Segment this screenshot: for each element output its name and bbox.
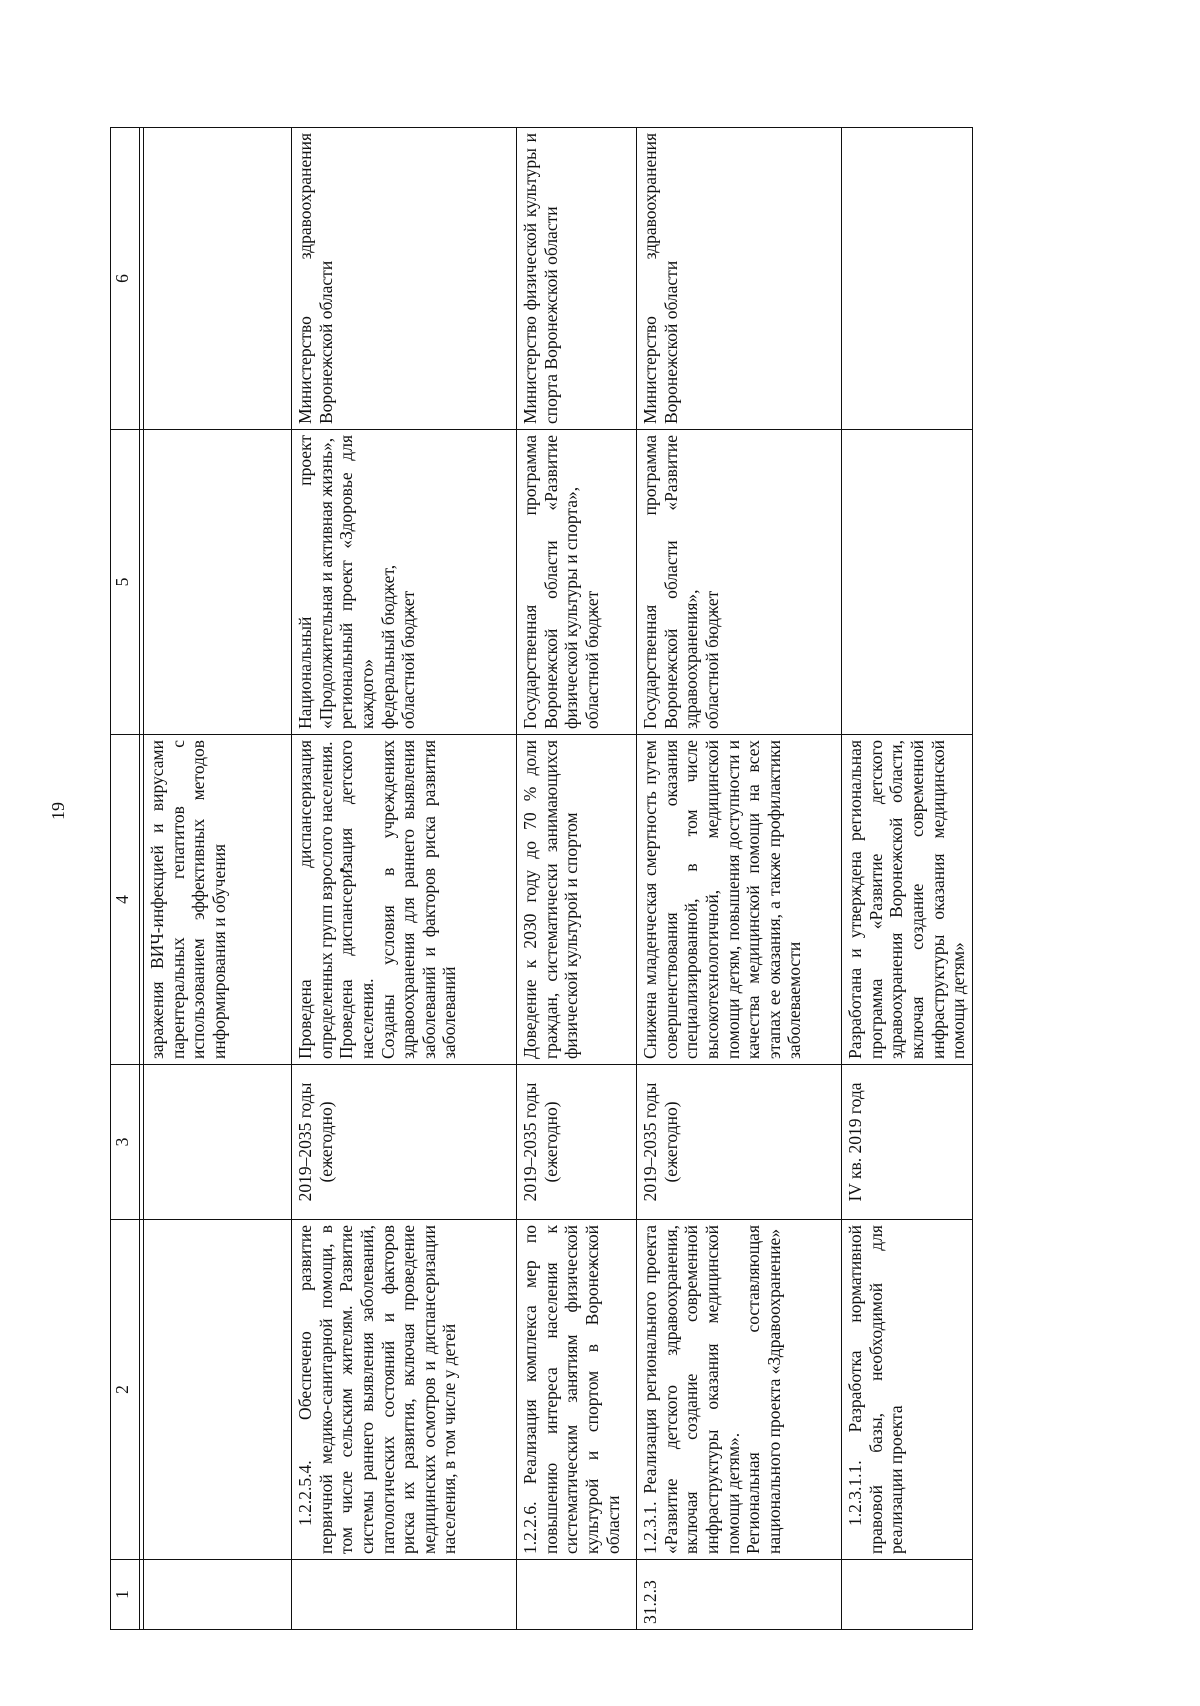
- cell-period: [144, 1065, 292, 1220]
- table-row: [842, 128, 973, 1630]
- cell-result: заражения ВИЧ-инфекцией и вирусами парентеральных гепатитов с использованием эффективных методов информирования и обучения: [144, 735, 292, 1065]
- cell-measure: 1.2.2.6. Реализация комплекса мер по повышению интереса населения к систематическим занятиям физической культурой и спортом в Воронежской области: [517, 1220, 637, 1560]
- cell-measure: 1.2.2.5.4. Обеспечено развитие первичной медико-санитарной помощи, в том числе сельским жителям. Развитие системы раннего выявления заболеваний, патологических состояний и факторов риска их развития, включая проведение медицинских осмотров и диспансеризации населения, в том числе у детей: [292, 1220, 517, 1560]
- cell-executor: Министерство здравоохранения Воронежской области: [637, 128, 842, 430]
- cell-period: 2019–2035 годы (ежегодно): [517, 1065, 637, 1220]
- cell-period: 2019–2035 годы (ежегодно): [292, 1065, 517, 1220]
- cell-executor: Министерство физической культуры и спорта Воронежской области: [517, 128, 637, 430]
- table-header: [111, 128, 140, 1630]
- cell-code: [144, 1560, 292, 1630]
- cell-code: 31.2.3: [637, 1560, 842, 1630]
- cell-period: 2019–2035 годы (ежегодно): [637, 1065, 842, 1220]
- cell-measure: 1.2.3.1.1. Разработка нормативной правовой базы, необходимой для реализации проекта: [842, 1220, 973, 1560]
- cell-executor: [144, 128, 292, 430]
- page-number: 19: [48, 802, 68, 820]
- cell-result: Снижена младенческая смертность путем совершенствования оказания специализированной, в том числе высокотехнологичной, медицинской помощи детям, повышения доступности и качества медицинской помощи на всех этапах ее оказания, а также профилактики заболеваемости: [637, 735, 842, 1065]
- cell-code: [842, 1560, 973, 1630]
- cell-source: Национальный проект «Продолжительная и активная жизнь», региональный проект «Здоровье для каждого» федеральный бюджет, областной бюджет: [292, 430, 517, 735]
- header-col-5: 5: [111, 430, 140, 735]
- cell-source: [144, 430, 292, 735]
- cell-result: Проведена диспансеризация определенных групп взрослого населения. Проведена диспансеризация детского населения. Созданы условия в учреждениях здравоохранения для раннего выявления заболеваний и факторов риска развития заболеваний: [292, 735, 517, 1065]
- cell-source: [842, 430, 973, 735]
- cell-executor: Министерство здравоохранения Воронежской области: [292, 128, 517, 430]
- cell-executor: [842, 128, 973, 430]
- header-col-6: 6: [111, 128, 140, 430]
- table-row: [637, 128, 842, 1630]
- cell-result: Доведение к 2030 году до 70 % доли граждан, систематически занимающихся физической культурой и спортом: [517, 735, 637, 1065]
- table-body: [140, 128, 973, 1630]
- table-row: [292, 128, 517, 1630]
- plan-table: [110, 127, 973, 1630]
- cell-result: Разработана и утверждена региональная программа «Развитие детского здравоохранения Воронежской области, включая создание современной инфраструктуры оказания медицинской помощи детям»: [842, 735, 973, 1065]
- table-row: [144, 128, 292, 1630]
- cell-source: Государственная программа Воронежской области «Развитие здравоохранения», областной бюджет: [637, 430, 842, 735]
- cell-code: [292, 1560, 517, 1630]
- header-col-2: 2: [111, 1220, 140, 1560]
- header-col-3: 3: [111, 1065, 140, 1220]
- cell-source: Государственная программа Воронежской области «Развитие физической культуры и спорта», областной бюджет: [517, 430, 637, 735]
- cell-measure: [144, 1220, 292, 1560]
- header-col-1: 1: [111, 1560, 140, 1630]
- cell-period: IV кв. 2019 года: [842, 1065, 973, 1220]
- rotated-table-container: [110, 128, 1165, 1630]
- header-col-4: 4: [111, 735, 140, 1065]
- table-row: [517, 128, 637, 1630]
- cell-measure: 1.2.3.1. Реализация регионального проекта «Развитие детского здравоохранения, включая создание современной инфраструктуры оказания медицинской помощи детям». Региональная составляющая национального проекта «Здравоохранение»: [637, 1220, 842, 1560]
- cell-code: [517, 1560, 637, 1630]
